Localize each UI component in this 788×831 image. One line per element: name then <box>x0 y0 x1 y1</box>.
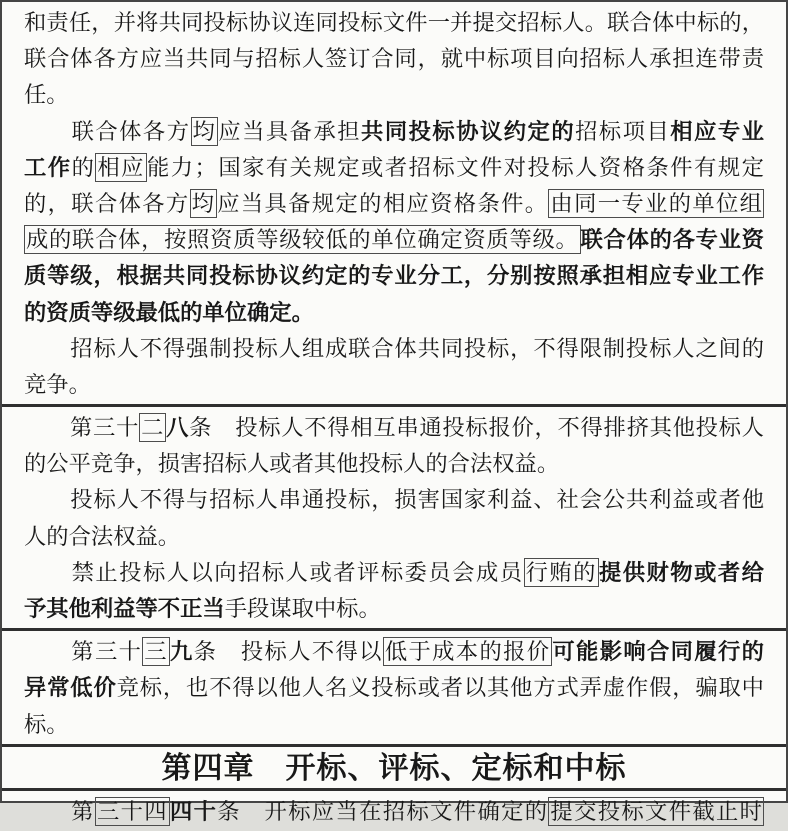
boxed-deleted-text: 二 <box>141 415 165 441</box>
bold-inserted-text: 工作 <box>24 154 72 180</box>
document-line <box>24 5 764 41</box>
document-line <box>24 41 764 77</box>
text-run: 条 投标人不得以 <box>193 639 383 665</box>
document-line <box>24 410 764 446</box>
text-run: 条 开标应当在招标文件确定的 <box>217 798 549 824</box>
boxed-deleted-text: 低于成本的报价 <box>384 639 551 665</box>
document-line <box>24 114 764 150</box>
boxed-deleted-text: 由同一专业的单位组 <box>550 190 762 216</box>
text-run: 招标项目 <box>575 118 671 144</box>
document-line <box>24 555 764 591</box>
document-line <box>24 222 764 258</box>
section-article-38-collusion-prohibited <box>2 404 786 628</box>
bold-inserted-text: 可能影响合同履行的 <box>552 639 764 665</box>
document-line <box>24 295 764 331</box>
document-line <box>24 331 764 367</box>
document-line <box>24 634 764 670</box>
text-run: 能力；国家有关规定或者招标文件对投标人资格条件有规定 <box>146 154 764 180</box>
boxed-deleted-text: 均 <box>192 118 217 144</box>
boxed-deleted-text: 相应 <box>97 154 145 180</box>
bold-inserted-text: 提供财物或者给 <box>598 559 764 585</box>
bold-inserted-text: 予其他利益等不正当 <box>24 596 225 621</box>
text-run: 的 <box>71 154 96 180</box>
text-run: 的公平竞争，损害招标人或者其他投标人的合法权益。 <box>24 451 560 477</box>
bold-inserted-text: 的资质等级最低的单位确定。 <box>24 299 314 325</box>
boxed-deleted-text: 成的联合体，按照资质等级较低的单位确定资质等级。 <box>26 227 579 253</box>
boxed-deleted-text: 提交投标文件截止时 <box>550 798 762 824</box>
text-run: 联合体各方应当共同与招标人签订合同，就中标项目向招标人承担连带责 <box>24 46 764 72</box>
text-run: 和责任，并将共同投标协议连同投标文件一并提交招标人。联合体中标的， <box>24 10 764 35</box>
text-run: 竞标，也不得以他人名义投标或者以其他方式弄虚作假，骗取中 <box>116 675 764 701</box>
document-line <box>24 446 764 482</box>
text-run: 第三十 <box>24 639 143 665</box>
boxed-deleted-text: 行贿的 <box>525 559 597 585</box>
bold-inserted-text: 异常低价 <box>24 675 117 701</box>
section-article-40-bid-opening <box>2 788 786 831</box>
bold-inserted-text: 四十 <box>169 798 218 824</box>
document-line <box>24 794 764 830</box>
text-run: 第三十 <box>24 415 140 441</box>
section-joint-bidding-liability <box>2 2 786 404</box>
bold-inserted-text: 八 <box>166 415 190 441</box>
text-run: 标。 <box>24 711 69 737</box>
section-chapter-4-heading <box>2 744 786 788</box>
document-body <box>2 2 786 831</box>
chapter-heading <box>24 750 764 787</box>
text-run: 手段谋取中标。 <box>224 596 381 621</box>
boxed-deleted-text: 均 <box>191 190 216 216</box>
text-run: 联合体各方 <box>24 118 191 144</box>
boxed-deleted-text: 三十四 <box>96 798 168 824</box>
document-line <box>24 77 764 113</box>
text-run: 任。 <box>24 82 69 108</box>
text-run: 招标人不得强制投标人组成联合体共同投标，不得限制投标人之间的 <box>24 335 764 361</box>
bold-inserted-text: 共同投标协议约定的 <box>361 118 576 144</box>
document-line <box>24 150 764 186</box>
text-run: 人的合法权益。 <box>24 523 181 549</box>
text-run: 禁止投标人以向招标人或者评标委员会成员 <box>24 559 524 585</box>
text-run: 条 投标人不得相互串通投标报价，不得排挤其他投标人 <box>189 415 764 441</box>
bold-inserted-text: 联合体的各专业资 <box>580 227 764 253</box>
document-line <box>24 367 764 403</box>
document-line <box>24 482 764 518</box>
text-run: 的，联合体各方 <box>24 190 190 216</box>
bold-inserted-text: 第四章 开标、评标、定标和中标 <box>161 751 627 785</box>
bold-inserted-text: 质等级，根据共同投标协议约定的专业分工，分别按照承担相应专业工作 <box>24 263 764 289</box>
document-line <box>24 258 764 294</box>
document-line <box>24 591 764 627</box>
document-line <box>24 707 764 743</box>
text-run: 投标人不得与招标人串通投标，损害国家利益、社会公共利益或者他 <box>24 487 764 513</box>
bold-inserted-text: 九 <box>169 639 194 665</box>
boxed-deleted-text: 三 <box>144 639 168 665</box>
document-line <box>24 186 764 222</box>
text-run: 竞争。 <box>24 371 91 397</box>
section-article-39-below-cost-bidding <box>2 628 786 744</box>
text-run: 应当具备规定的相应资格条件。 <box>217 190 549 216</box>
document-line <box>24 670 764 706</box>
bold-inserted-text: 相应专业 <box>670 118 764 144</box>
text-run: 第 <box>24 798 95 824</box>
text-run: 应当具备承担 <box>218 118 362 144</box>
document-line <box>24 519 764 555</box>
